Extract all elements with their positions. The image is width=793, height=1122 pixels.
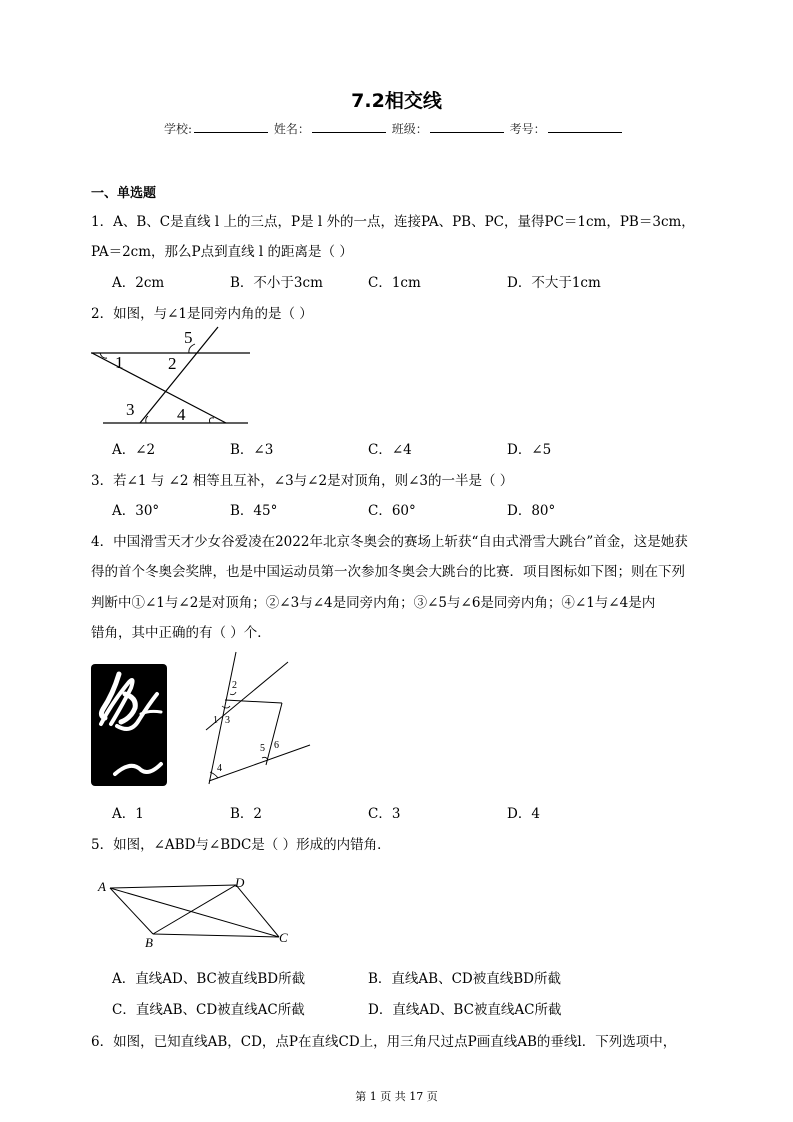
q3-option-a: A．30° — [112, 503, 160, 519]
q3-stem: 3．若∠1 与 ∠2 相等且互补，∠3与∠2是对顶角，则∠3的一半是（ ） — [91, 473, 514, 489]
name-blank — [312, 122, 386, 133]
q5-option-c: C．直线AB、CD被直线AC所截 — [112, 1002, 305, 1018]
q2-option-a: A．∠2 — [112, 442, 156, 458]
q4-line3: 判断中①∠1与∠2是对顶角；②∠3与∠4是同旁内角；③∠5与∠6是同旁内角；④∠1与∠4是内 — [91, 595, 656, 611]
q5-stem: 5．如图，∠ABD与∠BDC是（ ）形成的内错角． — [91, 837, 391, 853]
q2-option-d: D．∠5 — [507, 442, 552, 458]
q5-label-a: A — [98, 879, 106, 894]
q4-line2: 得的首个冬奥会奖牌，也是中国运动员第一次参加冬奥会大跳台的比赛．项目图标如下图；则在下列 — [91, 564, 685, 580]
q3-option-c: C．60° — [368, 503, 416, 519]
q5-label-d: D — [235, 875, 245, 890]
q4-option-c: C．3 — [368, 806, 401, 822]
q4-option-d: D．4 — [507, 806, 540, 822]
page-footer: 第 1 页 共 17 页 — [355, 1090, 438, 1103]
q4-line4: 错角，其中正确的有（ ）个． — [91, 625, 271, 641]
q3-option-d: D．80° — [507, 503, 556, 519]
q1-option-d: D．不大于1cm — [507, 275, 601, 291]
q4-label-6: 6 — [274, 740, 279, 751]
number-blank — [548, 122, 622, 133]
q5-label-c: C — [279, 930, 288, 945]
ski-jump-pictogram — [91, 664, 167, 786]
q2-label-2: 2 — [168, 354, 177, 373]
q4-line1: 4．中国滑雪天才少女谷爱凌在2022年北京冬奥会的赛场上斩获“自由式滑雪大跳台”首金，这是她获 — [91, 534, 688, 550]
q6-stem: 6．如图，已知直线AB，CD，点P在直线CD上，用三角尺过点P画直线AB的垂线l．下列选项中， — [91, 1034, 677, 1050]
q3-option-b: B．45° — [230, 503, 278, 519]
name-label: 姓名： — [273, 122, 310, 136]
school-blank — [194, 122, 268, 133]
q5-option-b: B．直线AB、CD被直线BD所截 — [368, 971, 561, 987]
school-label: 学校: — [164, 122, 193, 136]
number-label: 考号： — [509, 122, 546, 136]
q4-label-2: 2 — [232, 680, 237, 691]
q4-option-a: A．1 — [112, 806, 144, 822]
q4-label-5: 5 — [260, 743, 265, 754]
q2-option-b: B．∠3 — [230, 442, 274, 458]
class-label: 班级： — [391, 122, 428, 136]
q2-label-4: 4 — [177, 405, 186, 424]
q4-label-4: 4 — [217, 763, 222, 774]
q1-option-a: A．2cm — [112, 275, 165, 291]
class-blank — [430, 122, 504, 133]
q2-label-5: 5 — [184, 328, 193, 347]
q5-option-d: D．直线AD、BC被直线AC所截 — [368, 1002, 562, 1018]
q4-option-b: B．2 — [230, 806, 263, 822]
section-heading: 一、单选题 — [91, 186, 157, 201]
student-info-line — [164, 120, 624, 137]
q5-label-b: B — [145, 935, 153, 950]
q2-option-c: C．∠4 — [368, 442, 412, 458]
q1-line2: PA＝2cm，那么P点到直线 l 的距离是（ ） — [91, 244, 353, 260]
q2-label-3: 3 — [126, 400, 135, 419]
q4-label-3: 3 — [225, 715, 230, 726]
q4-figure — [188, 650, 316, 788]
q1-option-c: C．1cm — [368, 275, 421, 291]
q5-option-a: A．直线AD、BC被直线BD所截 — [112, 971, 306, 987]
q2-figure — [88, 325, 258, 428]
q5-figure — [96, 872, 296, 950]
q4-label-1: 1 — [213, 715, 218, 726]
q2-label-1: 1 — [115, 353, 124, 372]
q1-line1: 1．A、B、C是直线 l 上的三点，P是 l 外的一点，连接PA、PB、PC，量得PC＝1cm，PB＝3cm， — [91, 214, 695, 230]
q1-option-b: B．不小于3cm — [230, 275, 323, 291]
q2-stem: 2．如图，与∠1是同旁内角的是（ ） — [91, 306, 313, 322]
page-title: 7.2相交线 — [351, 90, 442, 112]
